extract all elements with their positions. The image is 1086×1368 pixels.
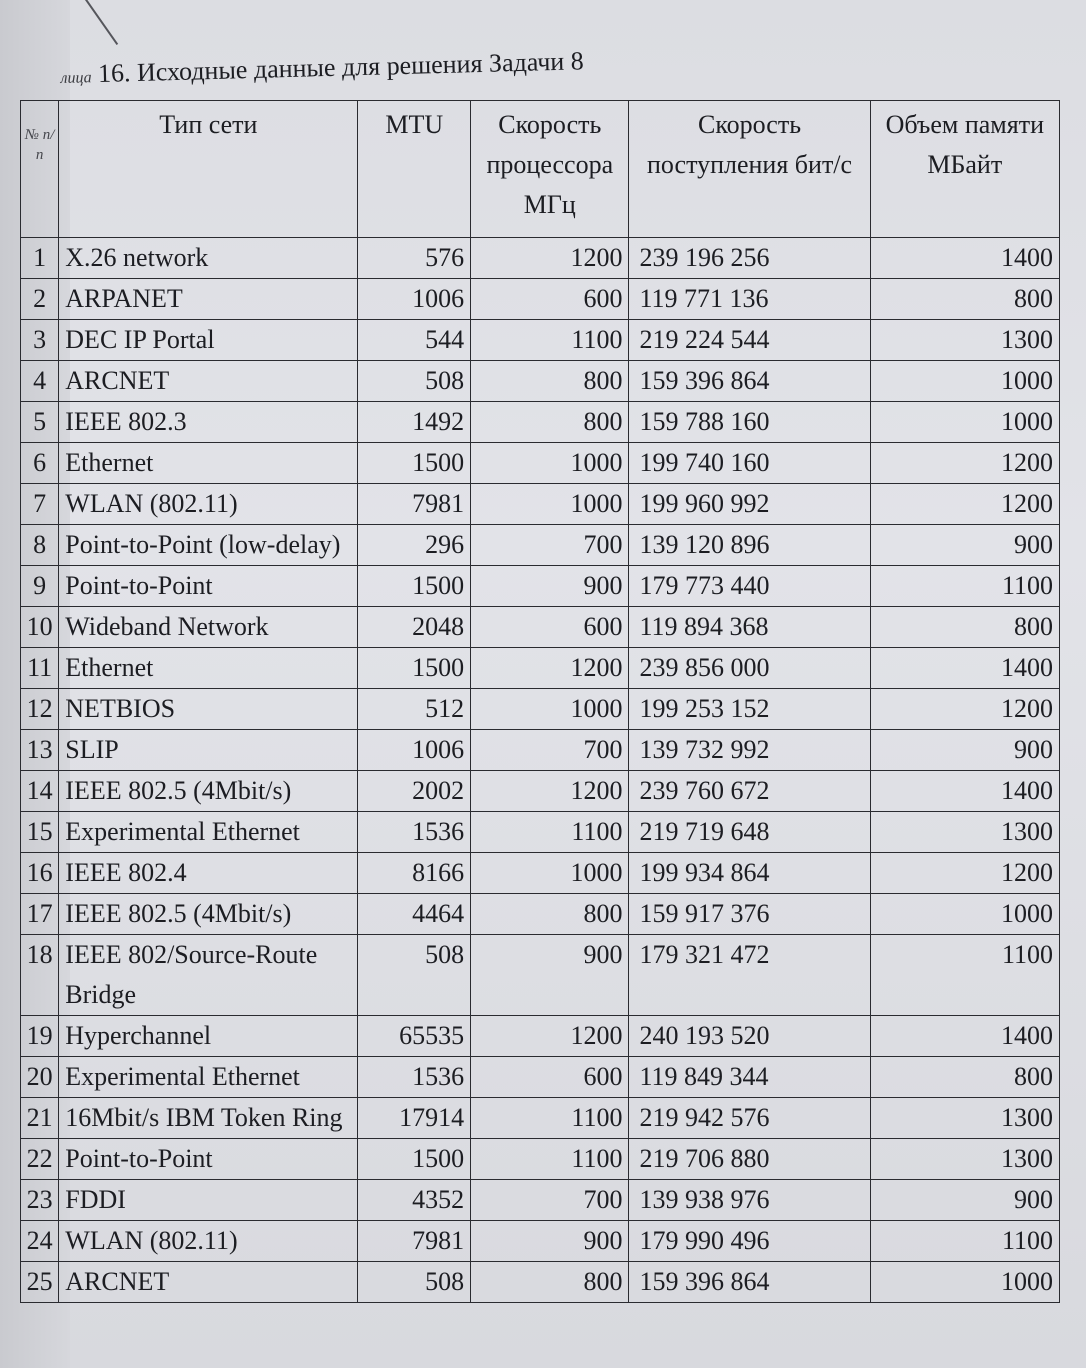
mtu-value: 1500 [358, 566, 471, 607]
memory-value: 1000 [870, 361, 1059, 402]
mtu-value: 8166 [358, 853, 471, 894]
cpu-speed-value: 1200 [471, 238, 629, 279]
mtu-value: 17914 [358, 1098, 471, 1139]
memory-value: 1200 [870, 853, 1059, 894]
cpu-speed-value: 1200 [471, 648, 629, 689]
header-memory: Объем памяти МБайт [870, 101, 1059, 238]
mtu-value: 296 [358, 525, 471, 566]
memory-value: 1100 [870, 935, 1059, 1016]
network-type: WLAN (802.11) [59, 484, 358, 525]
cpu-speed-value: 900 [471, 1221, 629, 1262]
cpu-speed-value: 1000 [471, 484, 629, 525]
mtu-value: 508 [358, 361, 471, 402]
arrival-speed-value: 219 942 576 [629, 1098, 870, 1139]
network-type: NETBIOS [59, 689, 358, 730]
cpu-speed-value: 800 [471, 361, 629, 402]
mtu-value: 2002 [358, 771, 471, 812]
network-type: Wideband Network [59, 607, 358, 648]
row-number: 3 [21, 320, 59, 361]
row-number: 10 [21, 607, 59, 648]
arrival-speed-value: 240 193 520 [629, 1016, 870, 1057]
table-row [21, 402, 1060, 443]
arrival-speed-value: 219 224 544 [629, 320, 870, 361]
cpu-speed-value: 1100 [471, 1139, 629, 1180]
cpu-speed-value: 1000 [471, 853, 629, 894]
table-row [21, 484, 1060, 525]
table-row [21, 894, 1060, 935]
arrival-speed-value: 119 849 344 [629, 1057, 870, 1098]
table-row [21, 648, 1060, 689]
table-row [21, 361, 1060, 402]
network-type: Experimental Ethernet [59, 1057, 358, 1098]
row-number: 12 [21, 689, 59, 730]
header-num: № п/п [21, 101, 59, 238]
cpu-speed-value: 600 [471, 279, 629, 320]
network-type: ARCNET [59, 1262, 358, 1303]
memory-value: 1400 [870, 771, 1059, 812]
table-row [21, 935, 1060, 1016]
table-header-row [21, 101, 1060, 238]
arrival-speed-value: 119 894 368 [629, 607, 870, 648]
memory-value: 1400 [870, 1016, 1059, 1057]
memory-value: 900 [870, 730, 1059, 771]
cpu-speed-value: 700 [471, 730, 629, 771]
table-row [21, 853, 1060, 894]
header-type: Тип сети [59, 101, 358, 238]
network-type: IEEE 802.5 (4Mbit/s) [59, 894, 358, 935]
arrival-speed-value: 139 732 992 [629, 730, 870, 771]
cpu-speed-value: 1200 [471, 1016, 629, 1057]
mtu-value: 7981 [358, 484, 471, 525]
row-number: 9 [21, 566, 59, 607]
memory-value: 1100 [870, 566, 1059, 607]
network-type: DEC IP Portal [59, 320, 358, 361]
arrival-speed-value: 139 938 976 [629, 1180, 870, 1221]
arrival-speed-value: 159 396 864 [629, 1262, 870, 1303]
cpu-speed-value: 900 [471, 566, 629, 607]
network-type: Point-to-Point (low-delay) [59, 525, 358, 566]
network-type: ARCNET [59, 361, 358, 402]
network-type: 16Mbit/s IBM Token Ring [59, 1098, 358, 1139]
memory-value: 1300 [870, 320, 1059, 361]
header-arrival-speed: Скорость поступления бит/с [629, 101, 870, 238]
row-number: 22 [21, 1139, 59, 1180]
row-number: 2 [21, 279, 59, 320]
memory-value: 1400 [870, 648, 1059, 689]
row-number: 4 [21, 361, 59, 402]
mtu-value: 1006 [358, 730, 471, 771]
row-number: 24 [21, 1221, 59, 1262]
network-data-table [20, 100, 1060, 1303]
network-type: IEEE 802.3 [59, 402, 358, 443]
arrival-speed-value: 179 990 496 [629, 1221, 870, 1262]
memory-value: 1300 [870, 812, 1059, 853]
network-type: FDDI [59, 1180, 358, 1221]
row-number: 15 [21, 812, 59, 853]
memory-value: 900 [870, 1180, 1059, 1221]
arrival-speed-value: 119 771 136 [629, 279, 870, 320]
mtu-value: 1500 [358, 443, 471, 484]
cpu-speed-value: 700 [471, 525, 629, 566]
mtu-value: 576 [358, 238, 471, 279]
cpu-speed-value: 800 [471, 894, 629, 935]
memory-value: 1200 [870, 443, 1059, 484]
table-row [21, 1262, 1060, 1303]
table-row [21, 812, 1060, 853]
table-row [21, 1180, 1060, 1221]
mtu-value: 1500 [358, 1139, 471, 1180]
header-mtu: MTU [358, 101, 471, 238]
caption-text: 16. Исходные данные для решения Задачи 8 [97, 46, 585, 89]
table-caption [60, 46, 584, 90]
arrival-speed-value: 239 196 256 [629, 238, 870, 279]
row-number: 16 [21, 853, 59, 894]
row-number: 23 [21, 1180, 59, 1221]
arrival-speed-value: 239 856 000 [629, 648, 870, 689]
network-type: Point-to-Point [59, 566, 358, 607]
memory-value: 800 [870, 1057, 1059, 1098]
network-type: Experimental Ethernet [59, 812, 358, 853]
arrival-speed-value: 199 960 992 [629, 484, 870, 525]
table-row [21, 566, 1060, 607]
row-number: 5 [21, 402, 59, 443]
mtu-value: 508 [358, 935, 471, 1016]
memory-value: 1200 [870, 484, 1059, 525]
page-fold-line [85, 0, 118, 45]
row-number: 14 [21, 771, 59, 812]
row-number: 21 [21, 1098, 59, 1139]
mtu-value: 1500 [358, 648, 471, 689]
mtu-value: 7981 [358, 1221, 471, 1262]
mtu-value: 544 [358, 320, 471, 361]
network-type: IEEE 802.4 [59, 853, 358, 894]
network-type: SLIP [59, 730, 358, 771]
cpu-speed-value: 600 [471, 1057, 629, 1098]
arrival-speed-value: 199 740 160 [629, 443, 870, 484]
network-type: X.26 network [59, 238, 358, 279]
row-number: 17 [21, 894, 59, 935]
cpu-speed-value: 700 [471, 1180, 629, 1221]
memory-value: 1200 [870, 689, 1059, 730]
mtu-value: 1536 [358, 1057, 471, 1098]
row-number: 20 [21, 1057, 59, 1098]
mtu-value: 1492 [358, 402, 471, 443]
network-type: Point-to-Point [59, 1139, 358, 1180]
mtu-value: 2048 [358, 607, 471, 648]
mtu-value: 1006 [358, 279, 471, 320]
cpu-speed-value: 800 [471, 1262, 629, 1303]
network-type: ARPANET [59, 279, 358, 320]
network-type: Ethernet [59, 443, 358, 484]
row-number: 25 [21, 1262, 59, 1303]
table-row [21, 1057, 1060, 1098]
memory-value: 1400 [870, 238, 1059, 279]
cpu-speed-value: 600 [471, 607, 629, 648]
table-row [21, 238, 1060, 279]
table-row [21, 525, 1060, 566]
cpu-speed-value: 1000 [471, 443, 629, 484]
row-number: 1 [21, 238, 59, 279]
table-row [21, 771, 1060, 812]
arrival-speed-value: 199 253 152 [629, 689, 870, 730]
cpu-speed-value: 1100 [471, 1098, 629, 1139]
memory-value: 1000 [870, 894, 1059, 935]
cpu-speed-value: 1200 [471, 771, 629, 812]
row-number: 6 [21, 443, 59, 484]
memory-value: 1300 [870, 1098, 1059, 1139]
cpu-speed-value: 1100 [471, 812, 629, 853]
table-row [21, 443, 1060, 484]
row-number: 8 [21, 525, 59, 566]
arrival-speed-value: 179 321 472 [629, 935, 870, 1016]
row-number: 7 [21, 484, 59, 525]
table-row [21, 320, 1060, 361]
memory-value: 800 [870, 607, 1059, 648]
arrival-speed-value: 139 120 896 [629, 525, 870, 566]
arrival-speed-value: 219 706 880 [629, 1139, 870, 1180]
memory-value: 1000 [870, 402, 1059, 443]
arrival-speed-value: 199 934 864 [629, 853, 870, 894]
cpu-speed-value: 1100 [471, 320, 629, 361]
table-row [21, 689, 1060, 730]
mtu-value: 512 [358, 689, 471, 730]
memory-value: 900 [870, 525, 1059, 566]
table-row [21, 607, 1060, 648]
table-row [21, 1016, 1060, 1057]
network-type: IEEE 802.5 (4Mbit/s) [59, 771, 358, 812]
memory-value: 1100 [870, 1221, 1059, 1262]
row-number: 13 [21, 730, 59, 771]
network-type: IEEE 802/Source-Route Bridge [59, 935, 358, 1016]
arrival-speed-value: 179 773 440 [629, 566, 870, 607]
arrival-speed-value: 159 396 864 [629, 361, 870, 402]
table-body [21, 238, 1060, 1303]
memory-value: 800 [870, 279, 1059, 320]
network-type: Ethernet [59, 648, 358, 689]
mtu-value: 4464 [358, 894, 471, 935]
header-cpu-speed: Скорость процессора МГц [471, 101, 629, 238]
row-number: 19 [21, 1016, 59, 1057]
table-row [21, 1139, 1060, 1180]
memory-value: 1000 [870, 1262, 1059, 1303]
cpu-speed-value: 1000 [471, 689, 629, 730]
arrival-speed-value: 239 760 672 [629, 771, 870, 812]
arrival-speed-value: 159 917 376 [629, 894, 870, 935]
row-number: 11 [21, 648, 59, 689]
table-row [21, 279, 1060, 320]
table-row [21, 1221, 1060, 1262]
cpu-speed-value: 800 [471, 402, 629, 443]
table-row [21, 730, 1060, 771]
mtu-value: 508 [358, 1262, 471, 1303]
table-row [21, 1098, 1060, 1139]
row-number: 18 [21, 935, 59, 1016]
arrival-speed-value: 159 788 160 [629, 402, 870, 443]
network-type: Hyperchannel [59, 1016, 358, 1057]
mtu-value: 4352 [358, 1180, 471, 1221]
cpu-speed-value: 900 [471, 935, 629, 1016]
mtu-value: 65535 [358, 1016, 471, 1057]
mtu-value: 1536 [358, 812, 471, 853]
arrival-speed-value: 219 719 648 [629, 812, 870, 853]
network-type: WLAN (802.11) [59, 1221, 358, 1262]
caption-prefix: лица [60, 69, 92, 87]
memory-value: 1300 [870, 1139, 1059, 1180]
